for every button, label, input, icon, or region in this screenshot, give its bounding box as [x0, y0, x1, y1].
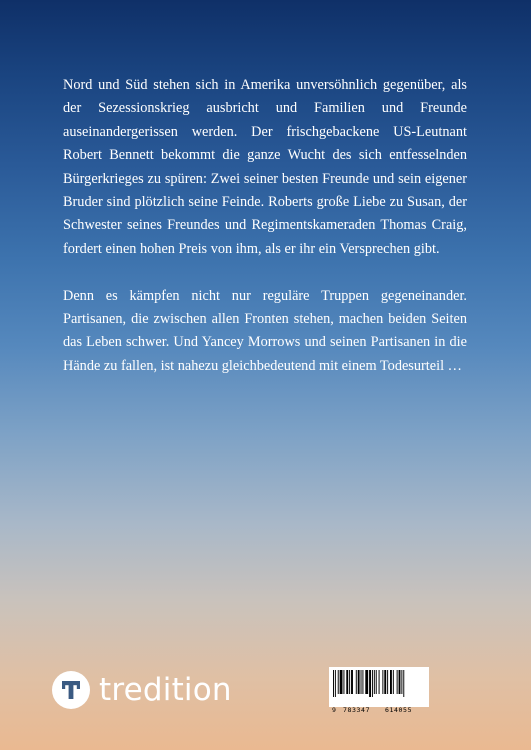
barcode-bar — [333, 670, 334, 697]
publisher-name: tredition — [99, 672, 232, 708]
barcode-bar — [369, 670, 371, 697]
barcode-bar — [403, 670, 404, 697]
barcode-bar — [384, 670, 386, 694]
barcode-bar — [382, 670, 383, 694]
barcode-bar — [376, 670, 377, 694]
barcode-bar — [379, 670, 380, 694]
blurb-paragraph-2: Denn es kämpfen nicht nur reguläre Truppen gegeneinander. Partisanen, die zwischen allen Fronten stehen, machen beiden Seiten das Leben schwer. Und Yancey Morrows und seinen Partisanen in die Hände zu fallen, ist nahezu gleichbedeutend mit einem Todesurteil … — [63, 287, 467, 374]
barcode-bar — [390, 670, 392, 694]
barcode-bar — [361, 670, 362, 694]
barcode-bar — [401, 670, 402, 694]
barcode-bar — [387, 670, 388, 694]
publisher-logo — [52, 670, 232, 710]
barcode-bar — [351, 670, 353, 694]
barcode-bars — [333, 670, 425, 697]
barcode-bar — [335, 670, 336, 697]
barcode-digit-first: 9 — [332, 706, 336, 714]
barcode-bar — [397, 670, 398, 694]
barcode-bar — [343, 670, 344, 694]
barcode-bar — [365, 670, 368, 694]
isbn-barcode — [329, 667, 429, 714]
blurb-paragraph-1: Nord und Süd stehen sich in Amerika unversöhnlich gegenüber, als der Sezessionskrieg ausbricht und Familien und Freunde auseinandergerissen werden. Der frischgebackene US-Leutnant Robert Bennett bekommt die ganze Wucht des sich entfesselnden Bürgerkrieges zu spüren: Zwei seiner besten Freunde und sein eigener Bruder sind plötzlich seine Feinde. Roberts große Liebe zu Susan, der Schwester seines Freundes und Regimentskameraden Thomas Craig, fordert einen hohen Preis von ihm, als er ihr ein Versprechen gibt. — [63, 77, 467, 257]
barcode-bar — [340, 670, 343, 694]
barcode-digits-left: 783347 — [343, 706, 371, 714]
barcode-bar — [338, 670, 339, 694]
barcode-bar — [374, 670, 375, 694]
barcode-bar — [372, 670, 373, 697]
barcode-bar — [362, 670, 363, 694]
barcode-bar — [349, 670, 350, 694]
blurb-text — [63, 74, 467, 378]
barcode-bar — [358, 670, 360, 694]
tredition-t-logo-icon — [52, 671, 90, 709]
barcode-bar — [346, 670, 348, 694]
barcode-digits-right: 614055 — [385, 706, 413, 714]
barcode-bar — [393, 670, 394, 694]
barcode-bar — [356, 670, 357, 694]
barcode-bar — [399, 670, 401, 694]
